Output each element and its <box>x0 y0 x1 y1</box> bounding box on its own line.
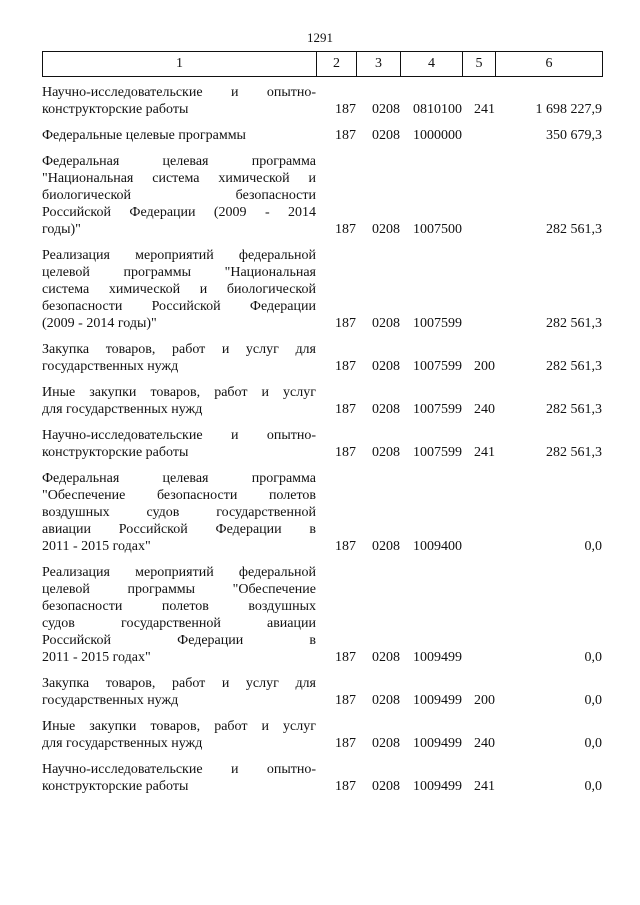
row-name-line: Закупка товаров, работ и услуг для <box>42 676 316 691</box>
row-name-line: 2011 - 2015 годах" <box>42 539 151 554</box>
row-col-6: 0,0 <box>584 650 602 665</box>
table-row <box>42 427 602 461</box>
row-name-line: Российской Федерации (2009 - 2014 <box>42 205 316 220</box>
row-col-3: 0208 <box>372 779 400 794</box>
row-name-line: для государственных нужд <box>42 402 203 417</box>
row-name-line: Иные закупки товаров, работ и услуг <box>42 385 316 400</box>
row-name-line: 2011 - 2015 годах" <box>42 650 151 665</box>
row-col-2: 187 <box>335 539 356 554</box>
row-name-line: конструкторские работы <box>42 445 189 460</box>
row-col-2: 187 <box>335 736 356 751</box>
row-name-line: Иные закупки товаров, работ и услуг <box>42 719 316 734</box>
row-col-6: 0,0 <box>584 693 602 708</box>
row-col-2: 187 <box>335 693 356 708</box>
row-col-2: 187 <box>335 445 356 460</box>
row-name-line: Научно-исследовательские и опытно- <box>42 85 316 100</box>
row-col-3: 0208 <box>372 316 400 331</box>
row-name-line: Научно-исследовательские и опытно- <box>42 762 316 777</box>
row-name-line: целевой программы "Обеспечение <box>42 582 316 597</box>
row-name-line: безопасности полетов воздушных <box>42 599 316 614</box>
table-row <box>42 470 602 555</box>
row-col-3: 0208 <box>372 736 400 751</box>
row-col-6: 1 698 227,9 <box>535 102 602 117</box>
row-col-2: 187 <box>335 128 356 143</box>
row-col-6: 282 561,3 <box>546 402 602 417</box>
row-col-4: 1007599 <box>413 316 462 331</box>
table-row <box>42 127 602 144</box>
header-col-4: 4 <box>401 52 463 77</box>
row-name <box>42 718 316 752</box>
row-col-4: 1009499 <box>413 736 462 751</box>
row-col-6: 0,0 <box>584 779 602 794</box>
row-name-line: годы)" <box>42 222 81 237</box>
row-col-4: 1009400 <box>413 539 462 554</box>
row-col-5: 200 <box>474 693 495 708</box>
row-col-5: 241 <box>474 102 495 117</box>
row-col-3: 0208 <box>372 650 400 665</box>
table-row <box>42 718 602 752</box>
row-col-3: 0208 <box>372 539 400 554</box>
row-col-2: 187 <box>335 402 356 417</box>
row-col-4: 1009499 <box>413 650 462 665</box>
page-number: 1291 <box>307 30 333 45</box>
row-col-3: 0208 <box>372 128 400 143</box>
table-row <box>42 153 602 238</box>
row-name-line: биологической безопасности <box>42 188 316 203</box>
row-name <box>42 470 316 555</box>
header-col-3: 3 <box>357 52 401 77</box>
row-name <box>42 384 316 418</box>
row-name-line: Российской Федерации в <box>42 633 316 648</box>
table-row <box>42 84 602 118</box>
row-col-2: 187 <box>335 316 356 331</box>
row-col-3: 0208 <box>372 222 400 237</box>
row-col-6: 0,0 <box>584 539 602 554</box>
header-col-2: 2 <box>317 52 357 77</box>
row-name-line: государственных нужд <box>42 359 179 374</box>
row-name <box>42 127 316 144</box>
row-name <box>42 427 316 461</box>
row-col-4: 1009499 <box>413 693 462 708</box>
header-col-5: 5 <box>463 52 496 77</box>
row-col-4: 0810100 <box>413 102 462 117</box>
row-name <box>42 761 316 795</box>
row-col-2: 187 <box>335 779 356 794</box>
row-name-line: Федеральная целевая программа <box>42 471 316 486</box>
row-name <box>42 153 316 238</box>
row-col-6: 350 679,3 <box>546 128 602 143</box>
row-name-line: конструкторские работы <box>42 102 189 117</box>
row-col-3: 0208 <box>372 359 400 374</box>
row-col-3: 0208 <box>372 693 400 708</box>
row-name <box>42 675 316 709</box>
row-name-line: для государственных нужд <box>42 736 203 751</box>
row-name-line: система химической и биологической <box>42 282 316 297</box>
row-name-line: Научно-исследовательские и опытно- <box>42 428 316 443</box>
row-col-6: 282 561,3 <box>546 445 602 460</box>
table-row <box>42 341 602 375</box>
row-name <box>42 564 316 666</box>
row-name-line: конструкторские работы <box>42 779 189 794</box>
row-col-4: 1007500 <box>413 222 462 237</box>
row-name-line: (2009 - 2014 годы)" <box>42 316 157 331</box>
row-col-6: 282 561,3 <box>546 222 602 237</box>
table-header <box>42 51 603 77</box>
row-col-3: 0208 <box>372 402 400 417</box>
row-name-line: Реализация мероприятий федеральной <box>42 565 316 580</box>
row-col-4: 1000000 <box>413 128 462 143</box>
table-row <box>42 761 602 795</box>
row-col-5: 241 <box>474 445 495 460</box>
row-col-3: 0208 <box>372 102 400 117</box>
table-row <box>42 384 602 418</box>
row-name-line: авиации Российской Федерации в <box>42 522 316 537</box>
row-name-line: Федеральная целевая программа <box>42 154 316 169</box>
row-name-line: безопасности Российской Федерации <box>42 299 316 314</box>
row-name-line: судов государственной авиации <box>42 616 316 631</box>
row-col-2: 187 <box>335 222 356 237</box>
header-col-1: 1 <box>43 52 317 77</box>
row-col-5: 240 <box>474 736 495 751</box>
row-col-2: 187 <box>335 359 356 374</box>
row-col-2: 187 <box>335 650 356 665</box>
row-name-line: целевой программы "Национальная <box>42 265 316 280</box>
row-col-2: 187 <box>335 102 356 117</box>
row-col-5: 241 <box>474 779 495 794</box>
row-name <box>42 341 316 375</box>
row-name-line: государственных нужд <box>42 693 179 708</box>
row-name-line: "Национальная система химической и <box>42 171 316 186</box>
row-col-6: 0,0 <box>584 736 602 751</box>
row-col-4: 1007599 <box>413 359 462 374</box>
row-name-line: Закупка товаров, работ и услуг для <box>42 342 316 357</box>
row-col-5: 240 <box>474 402 495 417</box>
row-name-line: воздушных судов государственной <box>42 505 316 520</box>
row-col-4: 1007599 <box>413 445 462 460</box>
table-row <box>42 675 602 709</box>
row-col-3: 0208 <box>372 445 400 460</box>
row-col-6: 282 561,3 <box>546 359 602 374</box>
header-col-6: 6 <box>496 52 603 77</box>
table-row <box>42 564 602 666</box>
table-body <box>42 84 602 804</box>
row-col-5: 200 <box>474 359 495 374</box>
row-name-line: "Обеспечение безопасности полетов <box>42 488 316 503</box>
row-col-4: 1009499 <box>413 779 462 794</box>
row-name-line: Федеральные целевые программы <box>42 128 246 143</box>
table-row <box>42 247 602 332</box>
row-col-6: 282 561,3 <box>546 316 602 331</box>
row-name <box>42 84 316 118</box>
row-col-4: 1007599 <box>413 402 462 417</box>
row-name-line: Реализация мероприятий федеральной <box>42 248 316 263</box>
row-name <box>42 247 316 332</box>
